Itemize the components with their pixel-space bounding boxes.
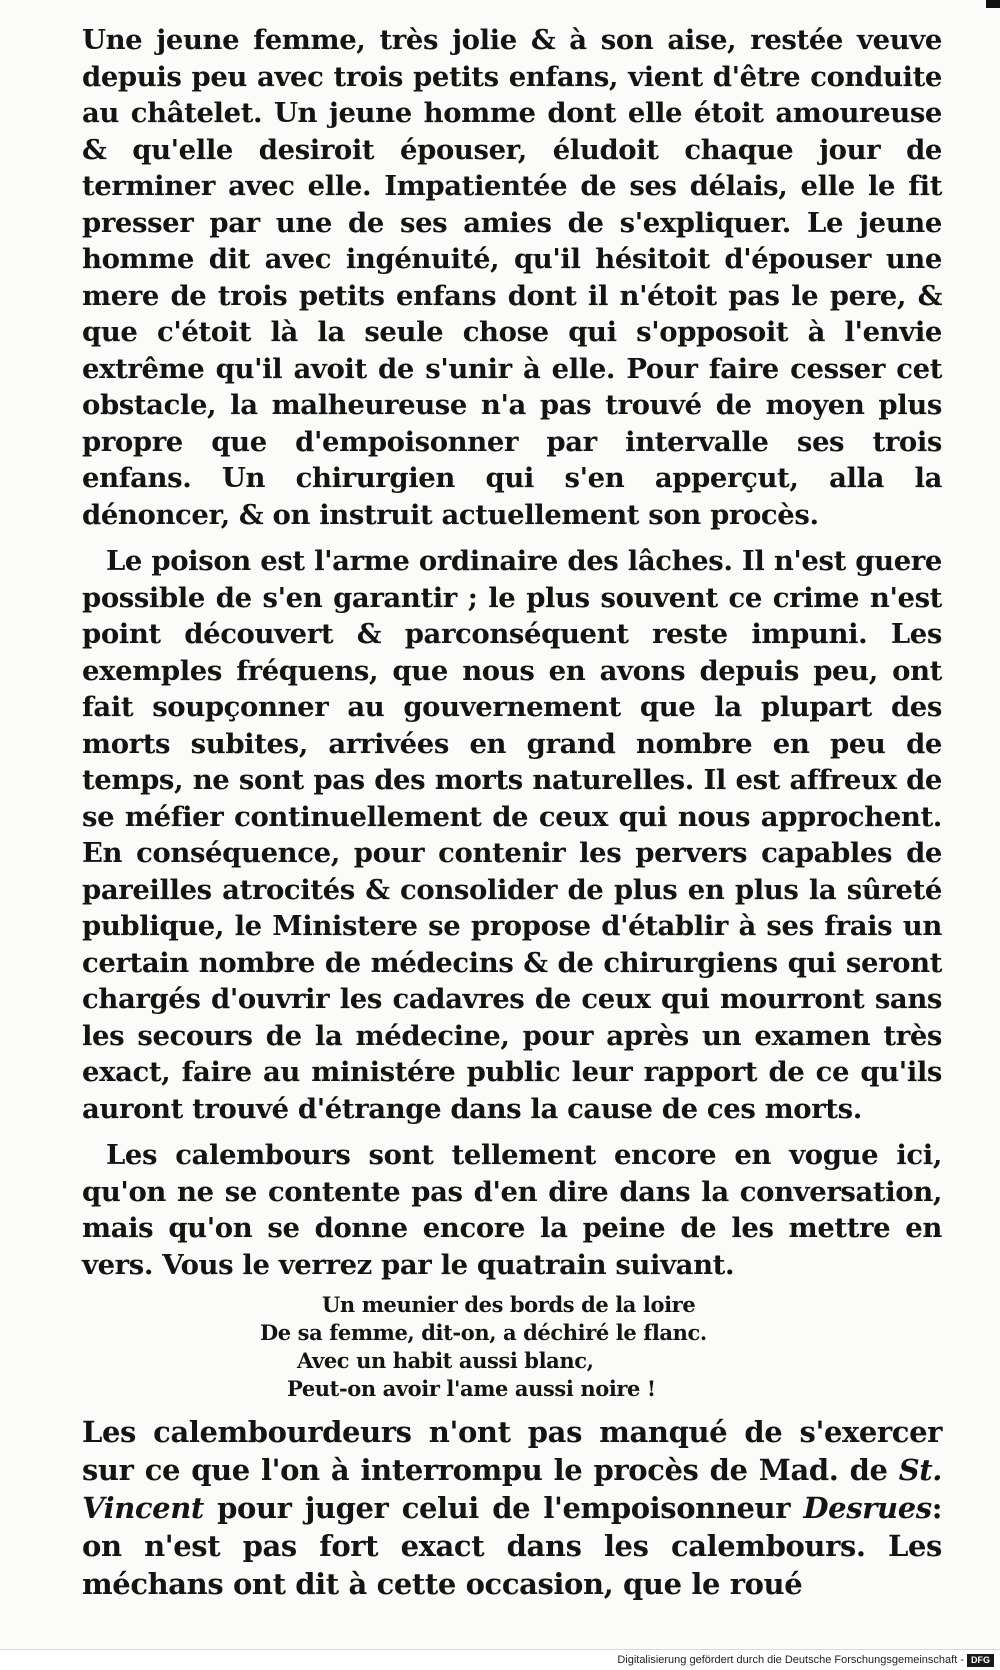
quatrain xyxy=(82,1291,942,1403)
quatrain-line-3: Avec un habit aussi blanc, xyxy=(297,1348,594,1373)
scan-corner-mark xyxy=(986,0,1000,8)
paragraph-calembourdeurs xyxy=(82,1413,942,1603)
name-st-vincent: St. Vincent xyxy=(82,1453,942,1525)
calembourdeurs-text-2: pour juger celui de l'empoisonneur xyxy=(203,1491,804,1525)
quatrain-line-1: Un meunier des bords de la loire xyxy=(322,1292,696,1317)
quatrain-line-4: Peut-on avoir l'ame aussi noire ! xyxy=(287,1376,656,1401)
paragraph-poison-sudden-deaths: Le poison est l'arme ordinaire des lâches. Il n'est guere possible de s'en garantir ; le plus souvent ce crime n'est point découvert & parconséquent reste impuni. Les exemples fréquens, que nous en avons depuis peu, ont fait soupçonner au gouvernement que la plupart des morts subites, arrivées en grand nombre en peu de temps, ne sont pas des morts naturelles. Il est affreux de se méfier continuellement de ceux qui nous approchent. En conséquence, pour contenir les pervers capables de pareilles atrocités & consolider de plus en plus la sûreté publique, le Ministere se propose d'établir à ses frais un certain nombre de médecins & de chirurgiens qui seront chargés d'ouvrir les cadavres de ceux qui mourront sans les secours de la médecine, pour après un examen très exact, faire au ministére public leur rapport de ce qu'ils auront trouvé d'étrange dans la cause de ces morts. xyxy=(82,545,942,1125)
page-body xyxy=(82,22,942,1603)
calembourdeurs-text-1: Les calembourdeurs n'ont pas manqué de s'exercer sur ce que l'on à interrompu le procès de Mad. de xyxy=(82,1415,942,1487)
name-desrues: Desrues xyxy=(803,1491,932,1525)
footer-bar xyxy=(0,1649,1000,1670)
quatrain-line-2: De sa femme, dit-on, a déchiré le flanc. xyxy=(260,1320,707,1345)
paragraph-widow-poisoning: Une jeune femme, très jolie & à son aise, restée veuve depuis peu avec trois petits enfans, vient d'être conduite au châtelet. Un jeune homme dont elle étoit amoureuse & qu'elle desiroit épouser, éludoit chaque jour de terminer avec elle. Impatientée de ses délais, elle le fit presser par une de ses amies de s'expliquer. Le jeune homme dit avec ingénuité, qu'il hésitoit d'épouser une mere de trois petits enfans dont il n'étoit pas le pere, & que c'étoit là la seule chose qui s'opposoit à l'envie extrême qu'il avoit de s'unir à elle. Pour faire cesser cet obstacle, la malheureuse n'a pas trouvé de moyen plus propre que d'empoisonner par intervalle ses trois enfans. Un chirurgien qui s'en apperçut, alla la dénoncer, & on instruit actuellement son procès. xyxy=(82,24,942,531)
funding-credit: Digitalisierung gefördert durch die Deutsche Forschungsgemeinschaft - xyxy=(617,1654,964,1666)
calembourdeurs-text-3: : on n'est pas fort exact dans les calembours. Les méchans ont dit à cette occasion, que le roué xyxy=(82,1491,942,1601)
paragraph-calembours: Les calembours sont tellement encore en vogue ici, qu'on ne se contente pas d'en dire dans la conversation, mais qu'on se donne encore la peine de les mettre en vers. Vous le verrez par le quatrain suivant. xyxy=(82,1139,942,1281)
dfg-logo: DFG xyxy=(967,1654,994,1667)
